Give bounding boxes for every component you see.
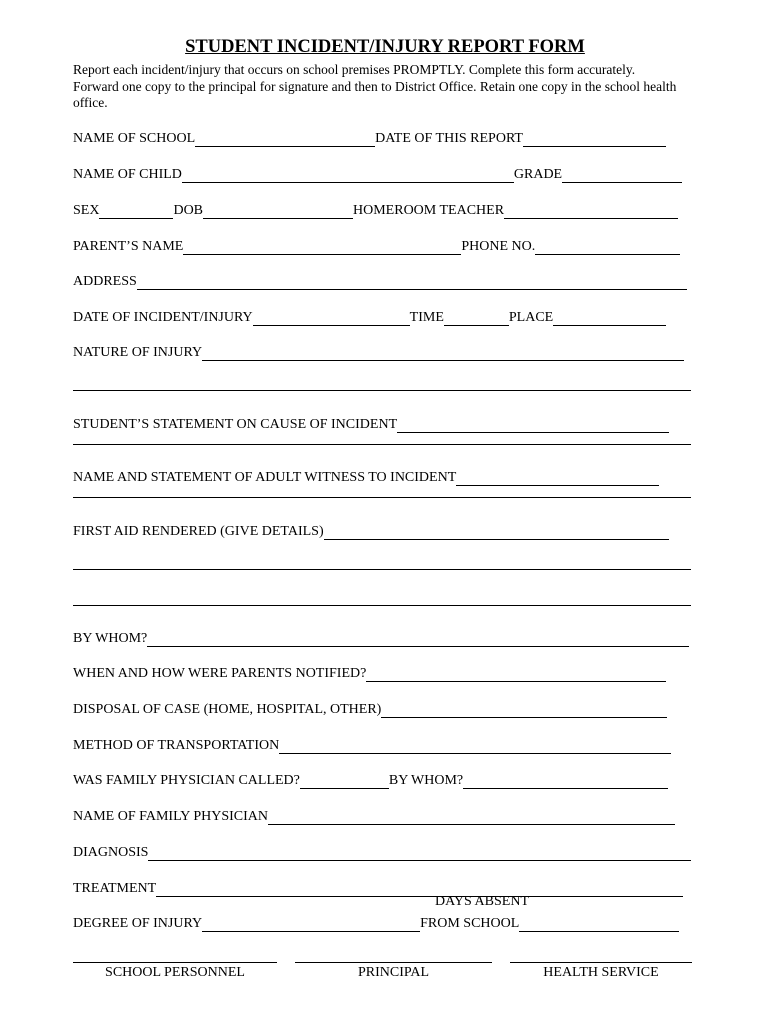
row-parent-phone (73, 235, 680, 255)
instructions-line-1: Report each incident/injury that occurs on school premises PROMPTLY. Complete this form accurately. (73, 62, 636, 77)
dob-field[interactable] (203, 203, 353, 219)
transportation-label: METHOD OF TRANSPORTATION (73, 738, 280, 753)
first-aid-label: FIRST AID RENDERED (GIVE DETAILS) (73, 524, 324, 539)
row-family-physician (73, 805, 675, 825)
family-physician-field[interactable] (268, 809, 675, 825)
place-label: PLACE (508, 310, 554, 325)
row-sex-dob-teacher (73, 199, 678, 219)
sex-field[interactable] (99, 203, 173, 219)
place-field[interactable] (553, 310, 666, 326)
grade-label: GRADE (513, 167, 563, 182)
row-transportation (73, 734, 671, 754)
homeroom-teacher-field[interactable] (504, 203, 678, 219)
time-field[interactable] (444, 310, 509, 326)
row-parents-notified (73, 662, 666, 682)
name-of-child-label: NAME OF CHILD (73, 167, 182, 182)
nature-of-injury-field[interactable] (202, 345, 684, 361)
parents-name-label: PARENT’S NAME (73, 239, 184, 254)
nature-of-injury-label: NATURE OF INJURY (73, 345, 203, 360)
health-service-signature[interactable] (510, 962, 692, 981)
name-of-school-label: NAME OF SCHOOL (73, 131, 196, 146)
principal-label: PRINCIPAL (357, 965, 430, 980)
date-of-incident-field[interactable] (253, 310, 410, 326)
principal-signature[interactable] (295, 962, 492, 981)
nature-of-injury-continuation-line[interactable] (73, 390, 691, 391)
sex-label: SEX (73, 203, 100, 218)
name-of-school-field[interactable] (195, 131, 375, 147)
homeroom-teacher-label: HOMEROOM TEACHER (353, 203, 505, 218)
row-child-grade (73, 163, 682, 183)
dob-label: DOB (173, 203, 204, 218)
parents-notified-label: WHEN AND HOW WERE PARENTS NOTIFIED? (73, 666, 367, 681)
row-disposal-of-case (73, 698, 667, 718)
physician-by-whom-field[interactable] (463, 773, 668, 789)
row-school-date (73, 127, 666, 147)
row-degree-of-injury (73, 912, 679, 932)
row-physician-called (73, 769, 668, 789)
address-label: ADDRESS (73, 274, 137, 289)
time-label: TIME (409, 310, 444, 325)
first-aid-continuation-line-1[interactable] (73, 569, 691, 570)
row-treatment (73, 877, 683, 897)
days-absent-field[interactable] (519, 916, 679, 932)
disposal-of-case-label: DISPOSAL OF CASE (HOME, HOSPITAL, OTHER) (73, 702, 382, 717)
row-incident-time-place (73, 306, 666, 326)
grade-field[interactable] (562, 167, 682, 183)
student-statement-continuation-line[interactable] (73, 444, 691, 445)
date-of-incident-label: DATE OF INCIDENT/INJURY (73, 310, 253, 325)
physician-called-label: WAS FAMILY PHYSICIAN CALLED? (73, 773, 300, 788)
row-student-statement (73, 413, 669, 433)
date-of-report-label: DATE OF THIS REPORT (375, 131, 523, 146)
adult-witness-continuation-line[interactable] (73, 497, 691, 498)
student-statement-field[interactable] (397, 417, 669, 433)
instructions-line-2: Forward one copy to the principal for signature and then to District Office. Retain one copy in the school health (73, 78, 677, 94)
by-whom-field[interactable] (147, 631, 689, 647)
adult-witness-label: NAME AND STATEMENT OF ADULT WITNESS TO INCIDENT (73, 470, 457, 485)
row-by-whom (73, 627, 689, 647)
form-instructions (73, 62, 713, 112)
first-aid-continuation-line-2[interactable] (73, 605, 691, 606)
school-personnel-signature[interactable] (73, 962, 277, 981)
by-whom-label: BY WHOM? (73, 631, 148, 646)
row-first-aid (73, 520, 669, 540)
days-absent-label: DAYS ABSENT (435, 894, 530, 909)
family-physician-label: NAME OF FAMILY PHYSICIAN (73, 809, 269, 824)
school-personnel-label: SCHOOL PERSONNEL (105, 965, 245, 980)
student-statement-label: STUDENT’S STATEMENT ON CAUSE OF INCIDENT (73, 417, 398, 432)
diagnosis-field[interactable] (148, 845, 691, 861)
health-service-label: HEALTH SERVICE (543, 965, 659, 980)
adult-witness-field[interactable] (456, 470, 659, 486)
address-field[interactable] (137, 274, 687, 290)
disposal-of-case-field[interactable] (381, 702, 667, 718)
row-nature-of-injury (73, 341, 684, 361)
physician-called-field[interactable] (300, 773, 389, 789)
physician-by-whom-label: BY WHOM? (388, 773, 464, 788)
row-adult-witness (73, 466, 659, 486)
row-diagnosis (73, 841, 691, 861)
phone-no-label: PHONE NO. (461, 239, 536, 254)
degree-of-injury-field[interactable] (202, 916, 420, 932)
from-school-label: FROM SCHOOL (420, 916, 520, 931)
date-of-report-field[interactable] (523, 131, 666, 147)
parents-name-field[interactable] (183, 239, 461, 255)
treatment-field[interactable] (156, 881, 683, 897)
transportation-field[interactable] (279, 738, 671, 754)
form-title: STUDENT INCIDENT/INJURY REPORT FORM (185, 37, 585, 57)
phone-no-field[interactable] (535, 239, 680, 255)
diagnosis-label: DIAGNOSIS (73, 845, 149, 860)
row-address (73, 270, 687, 290)
name-of-child-field[interactable] (182, 167, 514, 183)
first-aid-field[interactable] (324, 524, 669, 540)
instructions-line-3: office. (73, 95, 108, 110)
parents-notified-field[interactable] (366, 666, 666, 682)
treatment-label: TREATMENT (73, 881, 157, 896)
degree-of-injury-label: DEGREE OF INJURY (73, 916, 203, 931)
